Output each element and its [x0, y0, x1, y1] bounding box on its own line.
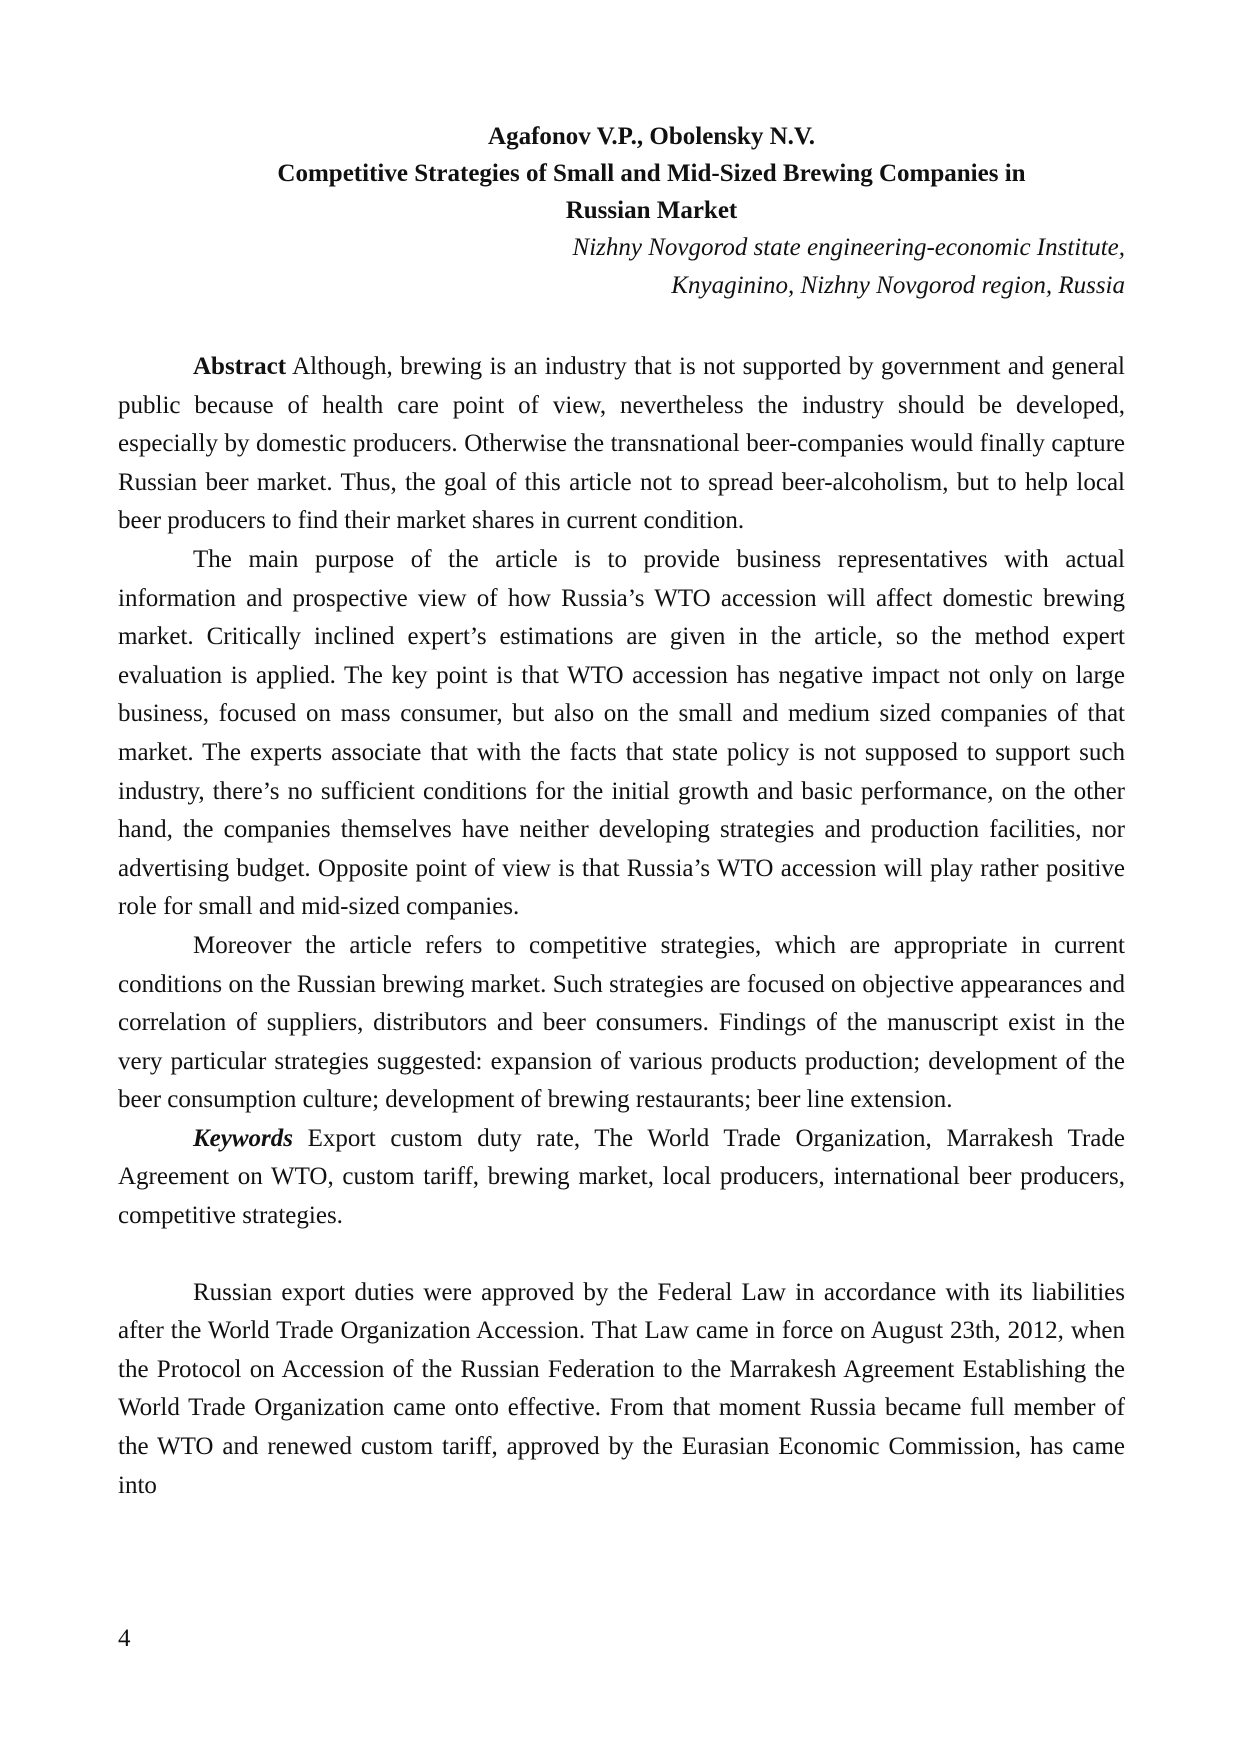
affiliation-line-1: Nizhny Novgorod state engineering-economic Institute, [572, 234, 1125, 261]
article-body [118, 348, 1125, 1505]
keywords-paragraph [118, 1120, 1125, 1236]
abstract-text: Although, brewing is an industry that is not supported by government and general public because of health care point of view, nevertheless the industry should be developed, especially by domestic producers. Otherwise the transnational beer-companies would finally capture Russian beer market. Thus, the goal of this article not to spread beer-alcoholism, but to help local beer producers to find their market shares in current condition. [118, 353, 1125, 535]
keywords-text: Export custom duty rate, The World Trade Organization, Marrakesh Trade Agreement on WTO, custom tariff, brewing market, local producers, international beer producers, competitive strategies. [118, 1124, 1125, 1230]
article-title-line-2: Russian Market [565, 197, 738, 224]
authors: Agafonov V.P., Obolensky N.V. [488, 123, 815, 150]
keywords-label: Keywords [193, 1124, 293, 1152]
page-number: 4 [118, 1625, 131, 1652]
affiliation-line-2: Knyaginino, Nizhny Novgorod region, Russia [671, 272, 1125, 299]
article-header [118, 118, 1125, 305]
abstract-label: Abstract [193, 353, 287, 380]
body-paragraph-1: Russian export duties were approved by the Federal Law in accordance with its liabilities after the World Trade Organization Accession. That Law came in force on August 23th, 2012, when the Protocol on Accession of the Russian Federation to the Marrakesh Agreement Establishing the World Trade Organization came onto effective. From that moment Russia became full member of the WTO and renewed custom tariff, approved by the Eurasian Economic Commission, has came into [118, 1278, 1125, 1499]
abstract-paragraph-2: The main purpose of the article is to provide business representatives with actual information and prospective view of how Russia’s WTO accession will affect domestic brewing market. Critically inclined expert’s estimations are given in the article, so the method expert evaluation is applied. The key point is that WTO accession has negative impact not only on large business, focused on mass consumer, but also on the small and medium sized companies of that market. The experts associate that with the facts that state policy is not supposed to support such industry, there’s no sufficient conditions for the initial growth and basic performance, on the other hand, the companies themselves have neither developing strategies and production facilities, nor advertising budget. Opposite point of view is that Russia’s WTO accession will play rather positive role for small and mid-sized companies. [118, 545, 1125, 921]
article-title-line-1: Competitive Strategies of Small and Mid-Sized Brewing Companies in [277, 160, 1026, 187]
abstract-paragraph-1 [118, 348, 1125, 541]
abstract-paragraph-3: Moreover the article refers to competitive strategies, which are appropriate in current conditions on the Russian brewing market. Such strategies are focused on objective appearances and correlation of suppliers, distributors and beer consumers. Findings of the manuscript exist in the very particular strategies suggested: expansion of various products production; development of the beer consumption culture; development of brewing restaurants; beer line extension. [118, 931, 1125, 1114]
